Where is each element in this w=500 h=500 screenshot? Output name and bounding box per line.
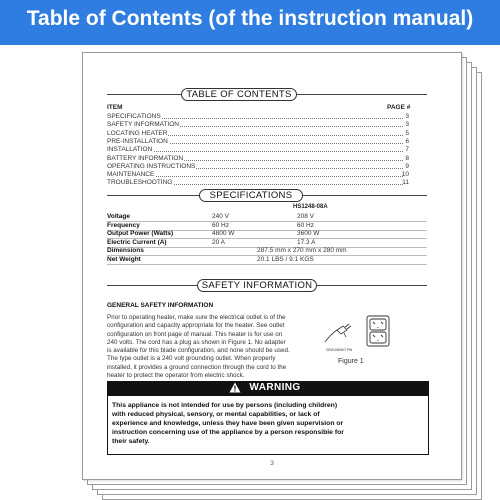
toc-row <box>107 138 417 146</box>
figure-caption: Figure 1 <box>338 358 364 365</box>
toc-item-label: TROUBLESHOOTING <box>107 179 173 187</box>
warning-line: instruction concerning use of the appliance by a person responsible for <box>112 429 344 436</box>
safety-line: Prior to operating heater, make sure the electrical outlet is of the <box>107 314 286 321</box>
page-number: 3 <box>270 460 274 467</box>
spec-label: Output Power (Watts) <box>107 230 174 238</box>
safety-heading-label: SAFETY INFORMATION <box>197 279 317 292</box>
spec-label: Voltage <box>107 213 130 220</box>
toc-item-label: BATTERY INFORMATION <box>107 154 184 162</box>
spec-label: Dimensions <box>107 247 144 255</box>
toc-item-page: 5 <box>405 129 409 137</box>
manual-page <box>82 52 462 480</box>
toc-item-label: LOCATING HEATER <box>107 129 168 137</box>
banner-title: Table of Contents (of the instruction manual) <box>26 7 474 30</box>
toc-item-page: 7 <box>405 146 409 154</box>
warning-line: This appliance is not intended for use by persons (including children) <box>112 402 338 409</box>
toc-item-label: MAINTENANCE <box>107 171 155 179</box>
toc-page-header: PAGE # <box>387 104 411 111</box>
safety-line: configuration on front page of manual. This heater is for use on <box>107 330 283 338</box>
warning-line: experience and knowledge, unless they have been given supervision or <box>112 420 344 427</box>
toc-item-page: 3 <box>405 113 409 120</box>
safety-heading <box>107 279 427 291</box>
toc-item-label: SPECIFICATIONS <box>107 113 161 120</box>
specs-heading <box>107 189 427 201</box>
spec-label: Net Weight <box>107 256 141 263</box>
spec-value-240v: 20 A <box>212 238 226 246</box>
warning-text <box>112 401 427 446</box>
toc-row <box>107 130 417 138</box>
spec-value: 287.5 mm x 270 mm x 280 mm <box>257 247 347 255</box>
spec-value-240v: 240 V <box>212 213 229 220</box>
toc-heading <box>107 88 427 100</box>
spec-label: Frequency <box>107 221 140 229</box>
spec-value-208v: 3600 W <box>297 230 320 238</box>
spec-row <box>107 256 427 265</box>
safety-line: 240 volts. The cord has a plug as shown in Figure 1. No adapter <box>107 338 286 346</box>
toc-row <box>107 121 417 129</box>
toc-item-label: PRE-INSTALLATION <box>107 137 168 145</box>
warning-line: their safety. <box>112 438 150 445</box>
toc-item-page: 11 <box>402 179 409 187</box>
spec-value: 20.1 LBS / 9.1 KGS <box>257 256 314 263</box>
general-safety-title: GENERAL SAFETY INFORMATION <box>107 302 214 309</box>
plug-outlet-figure <box>323 314 393 354</box>
toc-item-label: OPERATING INSTRUCTIONS <box>107 162 196 170</box>
toc-row <box>107 163 417 171</box>
warning-line: with reduced physical, sensory, or mental capabilities, or lack of <box>112 411 320 418</box>
safety-line: The type outlet is a 240 volt grounding outlet. When properly <box>107 355 276 363</box>
specs-heading-label: SPECIFICATIONS <box>199 189 303 202</box>
toc-row <box>107 113 417 121</box>
safety-paragraph <box>107 314 321 380</box>
spec-label: Electric Current (A) <box>107 238 167 246</box>
toc-item-header: ITEM <box>107 104 123 111</box>
toc-item-page: 10 <box>401 171 409 179</box>
grounding-pin-label: GROUNDING PIN <box>326 348 353 352</box>
toc-row <box>107 171 417 179</box>
warning-box <box>107 395 429 455</box>
safety-line: configuration and capacity appropriate for the heater. See outlet <box>107 322 285 330</box>
safety-line: is available for this blade configuration, and none should be used. <box>107 347 290 355</box>
spec-value-208v: 208 V <box>297 213 314 220</box>
spec-value-240v: 60 Hz <box>212 221 229 229</box>
plug-icon <box>325 324 351 342</box>
toc-heading-label: TABLE OF CONTENTS <box>181 88 297 101</box>
safety-line: heater to protect the operator from electric shock. <box>107 372 245 380</box>
warning-bar <box>107 381 429 395</box>
spec-value-240v: 4800 W <box>212 230 235 238</box>
spec-value-208v: 60 Hz <box>297 221 314 229</box>
safety-line: installed, it provides a ground connection through the cord to the <box>107 363 287 371</box>
warning-label: WARNING <box>249 382 301 393</box>
toc-item-page: 6 <box>405 137 409 145</box>
toc-item-page: 9 <box>405 162 409 170</box>
toc-row <box>107 179 417 187</box>
title-banner <box>0 0 500 45</box>
toc-item-page: 8 <box>405 154 409 162</box>
toc-item-label: SAFETY INFORMATION <box>107 121 179 129</box>
toc-row <box>107 146 417 154</box>
spec-value-208v: 17.3 A <box>297 238 316 246</box>
spec-model-number: HS1248-08A <box>293 204 328 210</box>
toc-item-label: INSTALLATION <box>107 146 153 154</box>
toc-row <box>107 155 417 163</box>
toc-item-page: 3 <box>405 121 409 129</box>
outlet-icon <box>367 316 389 346</box>
